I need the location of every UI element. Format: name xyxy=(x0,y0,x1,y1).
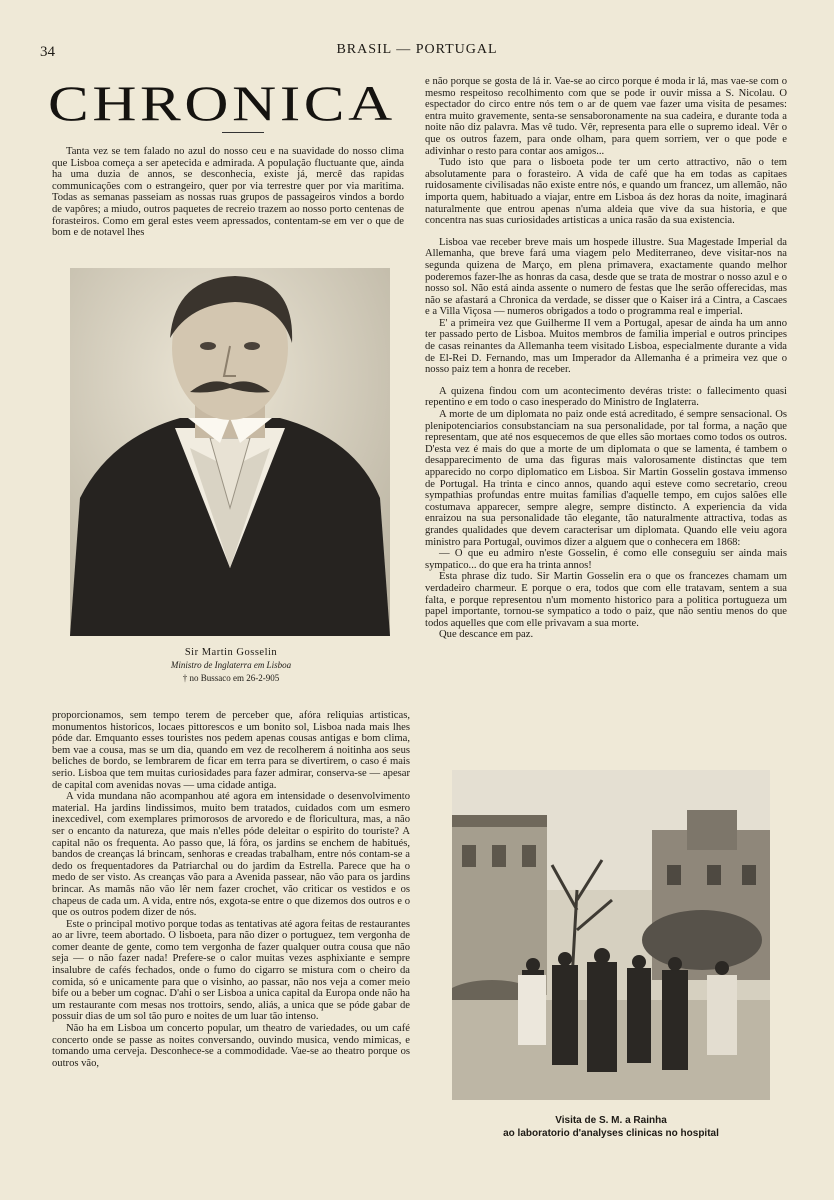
hospital-visit-photo xyxy=(452,770,770,1100)
paragraph: e não porque se gosta de lá ir. Vae-se ao circo porque é moda ir lá, mas vae-se com o mesmo respeitoso recolhimento com que se pode ir ouvir missa a S. Nicolau. O espectador do circo entre nós tem o ar de quem vae fazer uma visita de pesames: entra muito gravemente, senta-se sensaboronamente na sua cadeira, e durante toda a noite não diz palavra. Mas vê tudo. Vêr, representa para elle o supremo ideal. Vêr o que os outros fazem, para onde olham, para quem sorriem, ver o que pode e adivinhar o resto para contar aos amigos... xyxy=(425,76,787,157)
portrait-photo xyxy=(70,268,390,636)
right-column xyxy=(425,76,787,641)
left-column-bottom xyxy=(52,710,410,1069)
portrait-role: Ministro de Inglaterra em Lisboa xyxy=(170,660,292,670)
caption-line-1: Visita de S. M. a Rainha xyxy=(555,1115,667,1126)
paragraph: Tudo isto que para o lisboeta pode ter um certo attractivo, não o tem absolutamente para o forasteiro. A vida de café que ha em todas as capitaes ruidosamente civilisadas não existe entre nós, e quando um francez, um allemão, não importa quem, habituado a viajar, entre em Lisboa ás dez horas da noite, imaginará naturalmente que entrou apenas n'uma aldeia que vive da sua historia, e que concentra nas suas curiosidades artisticas a unica rasão da sua existencia. xyxy=(425,157,787,227)
portrait-name: Sir Martin Gosselin xyxy=(184,647,278,658)
paragraph: A vida mundana não acompanhou até agora em intensidade o desenvolvimento material. Ha jardins lindissimos, muito bem tratados, cuidados com um esmero inexcedivel, com exemplares primorosos de arvoredo e de floricultura, mas, a não ser o encanto da natureza, que mais n'elles póde deleitar o espirito do touriste? A capital não os frequenta. Ao passo que, lá fóra, os jardins se enchem de habitués, bandos de creanças lá brincam, senhoras e creadas trabalham, entre nós contam-se a dedo os frequentadores da Patriarchal ou do jardim da Estrella. Parece que ha o medo de ser visto. As creanças vão para a Avenida passear, não vão para os jardins brincar. As mamãs não vão lêr nem fazer crochet, vão criticar os vestidos e os chapeus de cada um. A vida, entre nós, exgota-se entre o que dizemos dos outros e o que os outros podem dizer de nós. xyxy=(52,791,410,919)
paragraph: Não ha em Lisboa um concerto popular, um theatro de variedades, ou um café concerto onde se passe as noites conversando, ouvindo musica, vendo mimicas, e tomando uma cerveja. Desconhece-se a commodidade. Vae-se ao theatro porque os outros vão, xyxy=(52,1023,410,1069)
paragraph: E' a primeira vez que Guilherme II vem a Portugal, apesar de ainda ha um anno ter passado perto de Lisboa. Muitos membros de familia imperial e outros principes de casas reinantes da Allemanha teem visitado Lisboa, especialmente durante a vida de El-Rei D. Fernando, mas um Imperador da Allemanha é a primeira vez que o nosso paiz tem a honra de receber. xyxy=(425,317,787,376)
article-title: CHRONICA xyxy=(48,75,396,131)
page-number: 34 xyxy=(40,44,55,60)
left-column-top xyxy=(52,146,404,239)
running-head: BRASIL — PORTUGAL xyxy=(336,42,498,57)
caption-line-2: ao laboratorio d'analyses clinicas no hospital xyxy=(503,1128,719,1139)
paragraph: A quizena findou com um acontecimento devéras triste: o fallecimento quasi repentino e em todo o caso inesperado do Ministro de Inglaterra. xyxy=(425,385,787,409)
paragraph: Este o principal motivo porque todas as tentativas até agora feitas de restaurantes ao ar livre, teem abortado. O lisboeta, para não dizer o portuguez, tem vergonha de comer deante de gente, como tem vergonha de fazer qualquer outra cousa que não seja — o não fazer nada! Prefere-se o calor muitas vezes asphixiante e sempre insalubre de cafés fechados, onde o fumo do cigarro se mistura com o cheiro da comida, só e unicamente para que o visinho, ao passar, não nos veja a comer meio bife ou a beber um cognac. D'ahi o ser Lisboa a unica capital da Europa onde não ha um restaurante com mesas nos trottoirs, sendo, aliás, a unica que se póde gabar de possuir dias de um sol tão puro e noites de um luar tão intenso. xyxy=(52,918,410,1023)
paragraph: Tanta vez se tem falado no azul do nosso ceu e na suavidade do nosso clima que Lisboa começa a ser apetecida e admirada. A população fluctuante que, ainda ha uma duzia de annos, se desconhecia, existe já, mercê das rapidas communicações com o estrangeiro, quer por via terrestre quer por via maritima. Todas as semanas passeiam as nossas ruas grupos de passageiros vindos a bordo de vapôres; a miudo, outros paquetes de recreio trazem ao nosso porto centenas de forasteiros. Como em geral estes veem apressados, contentam-se em ver o que de bom e de notavel lhes xyxy=(52,146,404,239)
paragraph: proporcionamos, sem tempo terem de perceber que, afóra reliquias artisticas, monumentos historicos, locaes pittorescos e um bonito sol, Lisboa nada mais lhes póde dar. Emquanto esses touristes nos pedem apenas cousas antigas e bom clima, bem vae a cousa, mas se um dia, quando em vez de recolherem á noitinha aos seus beliches de bordo, se lembrarem de ficar em terra para se divertirem, o caso é mais serio. Lisboa que tem muitas curiosidades para fazer admirar, conserva-se — apesar de capital com avenidas novas — uma cidade antiga. xyxy=(52,710,410,791)
paragraph: Que descance em paz. xyxy=(439,629,534,641)
hospital-photo-caption xyxy=(452,1114,770,1140)
portrait-death: † no Bussaco em 26-2-905 xyxy=(182,673,280,683)
paragraph: — O que eu admiro n'este Gosselin, é como elle conseguiu ser ainda mais sympatico... do que era ha trinta annos! xyxy=(425,548,787,571)
paragraph: A morte de um diplomata no paiz onde está acreditado, é sempre sensacional. Os plenipotenciarios consubstanciam na sua personalidade, por tal forma, a nação que representam, que até nos esquecemos de que elles são mortaes como todos os outros. D'esta vez é mais do que a morte de um diplomata o que se lamenta, é tambem o desapparecimento de uma das figuras mais valorosamente distinctas que tem apparecido no corpo diplomatico em Lisboa. Sir Martin Gosselin gostava immenso de Portugal. Ha trinta e cinco annos, quando aqui esteve como secretario, creou sympathias profundas entre muitas familias d'aquelle tempo, em cujos salões elle costumava apparecer, sempre alegre, sempre distincto. A experiencia da vida enraizou na sua personalidade tão elegante, tão naturalmente attractiva, todas as grandes qualidades que devem caracterisar um diplomata. Quando elle veiu agora ministro para Portugal, ouvimos dizer a alguem que o conhecera em 1868: xyxy=(425,409,787,548)
paragraph: Lisboa vae receber breve mais um hospede illustre. Sua Magestade Imperial da Allemanha, que breve fará uma viagem pelo Mediterraneo, deve visitar-nos na segunda quizena de Março, em plena primavera, exactamente quando melhor poderemos fazer-lhe as honras da casa, desde que se trata de mostrar o nosso azul e o nosso sol. Não está ainda assente o numero de festas que lhe serão offerecidas, mas não se afastará a Chronica da verdade, se disser que o Kaiser irá a Cintra, a Cascaes e a Villa Viçosa — numeros obrigados a todo o programma real e imperial. xyxy=(425,236,787,318)
title-rule xyxy=(222,132,264,133)
portrait-caption xyxy=(52,646,410,685)
paragraph: Esta phrase diz tudo. Sir Martin Gosselin era o que os francezes chamam um verdadeiro charmeur. E porque o era, todos que com elle tratavam, sentem a sua falta, e porque representou n'um momento historico para a politica portugueza um papel importante, tornou-se sympatico a todo o paiz, que não sentiu menos do que todos aquelles que com elle privavam a sua morte. xyxy=(425,571,787,629)
